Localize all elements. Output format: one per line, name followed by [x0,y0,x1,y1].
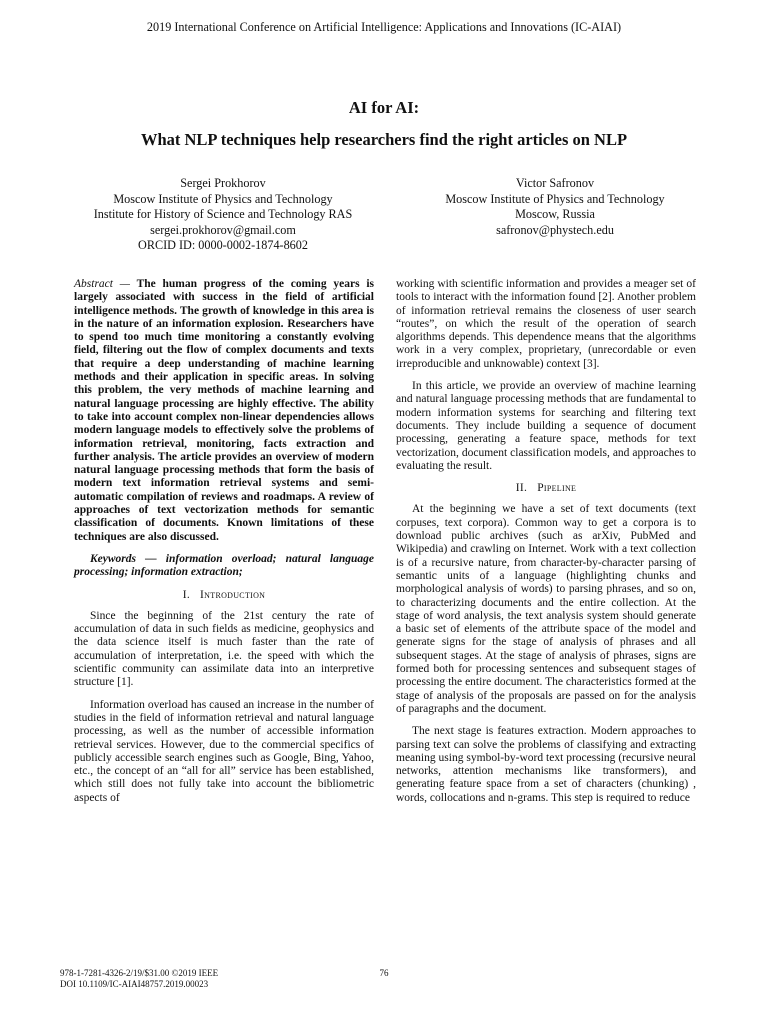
keywords-text: information overload; natural language processing; information extraction; [74,552,375,579]
paragraph: At the beginning we have a set of text documents (text corpuses, text corpora). Common way to get a corpora is to download public archives (such as arXiv, PubMed and Wikipedia) and crawling on Internet. Work with a text collection is of a recursive nature, from character-by-character parsing of semantic units of a language (highlighting chunks and morphological analysis of words) to parsing phrases, and so on, to characterizing documents and the entire collection. At the stage of word analysis, the text analysis system should generate a basic set of elements of the attribute space of the model and generate signs for the stage of analysis of phrases and all subsequent stages. At the stage of analysis of phrases, signs are formed both for processing sentences and subsequent stages of processing the entire document. The characteristics formed at the stage of analysis of the proposals are passed on for the analysis of paragraphs and the document. [396,503,696,715]
section-heading-pipeline [396,482,696,495]
footer-doi: DOI 10.1109/IC-AIAI48757.2019.00023 [60,979,209,989]
right-column [396,278,696,814]
running-header: 2019 International Conference on Artificial Intelligence: Applications and Innovations (IC-AIAI) [146,20,622,34]
section-title: Introduction [200,588,266,601]
author-email: sergei.prokhorov@gmail.com [150,222,296,237]
abstract-lead: Abstract — [74,278,130,290]
section-number: II. [515,482,528,495]
paper-title-line2: What NLP techniques help researchers find the right articles on NLP [140,130,628,149]
author-name: Victor Safronov [515,176,595,190]
page-number: 76 [379,968,389,978]
author-affiliation: Moscow, Russia [515,207,595,221]
author-orcid: ORCID ID: 0000-0002-1874-8602 [138,238,308,252]
paper-title-line1: AI for AI: [348,98,420,117]
author-block-2 [400,176,710,238]
paragraph: Information overload has caused an increase in the number of studies in the field of information retrieval and natural language processing, as well as the number of accessible information retrieval services. However, due to the commercial specifics of publicly accessible search engines such as Google, Bing, Yahoo, etc., the concept of an “all for all” service has been established, which still does not fully take into account the bibliometric aspects of [74,698,374,804]
left-column [74,278,374,814]
author-email: safronov@phystech.edu [496,222,614,237]
author-affiliation: Moscow Institute of Physics and Technology [113,191,333,206]
author-block-1 [70,176,376,254]
title-block [0,98,768,150]
section-title: Pipeline [537,482,577,495]
author-affiliation: Institute for History of Science and Technology RAS [93,207,353,221]
paragraph: Since the beginning of the 21st century the rate of accumulation of data in such fields as medicine, geophysics and the data science itself is much faster than the rate of accumulation of interpretation, i.e. the speed with which the scientific community can assimilate data into an interpretive structure [1]. [74,609,374,689]
section-heading-introduction [74,589,374,602]
keywords [74,553,374,580]
author-affiliation: Moscow Institute of Physics and Technology [445,191,665,206]
section-number: I. [182,588,191,601]
paragraph: The next stage is features extraction. Modern approaches to parsing text can solve the problems of classifying and extracting meaning using symbol-by-word text processing (recursive neural networks, attention mechanisms like transformers), and generating feature space from a set of characters (chunking) , words, collocations and n-grams. This step is required to reduce [396,725,696,804]
abstract-text: The human progress of the coming years is largely associated with success in the field of artificial intelligence methods. The growth of knowledge in this area is in the nature of an information explosion. Researchers have to spend too much time monitoring a constantly evolving field, filtering out the flow of complex documents and texts that require a deep understanding of machine learning methods and their application in specific areas. In solving this problem, the very methods of machine learning and natural language processing are highly effective. The ability to take into account complex non-linear dependencies allows modern language models to effectively solve the problems of information retrieval, monitoring, facts extraction and further analysis. The article provides an overview of modern natural language processing methods that form the basis of modern text information retrieval systems and semi-automatic compilation of reviews and roadmaps. A review of approaches of text vectorization methods for semantic classification of documents. Known limitations of these techniques are also discussed. [74,278,374,543]
paragraph: In this article, we provide an overview of machine learning and natural language processing methods that are fundamental to modern information systems for searching and filtering text documents. They include building a sequence of document processing, generating a feature space, methods for text vectorization, document classification models, and approaches to evaluating the result. [396,380,696,472]
keywords-lead: Keywords — [90,552,157,565]
abstract [74,278,374,544]
paragraph-continued: working with scientific information and provides a meager set of tools to interact with the information found [2]. Another problem of information retrieval remains the closeness of user search “routes”, on which the result of the operation of search algorithms depends. This dependence means that the algorithms work in a very complex, proprietary, (unrecordable or even irreproducible and unknowable) context [3]. [396,278,696,370]
footer-isbn: 978-1-7281-4326-2/19/$31.00 ©2019 IEEE [60,968,219,978]
author-name: Sergei Prokhorov [180,176,266,190]
